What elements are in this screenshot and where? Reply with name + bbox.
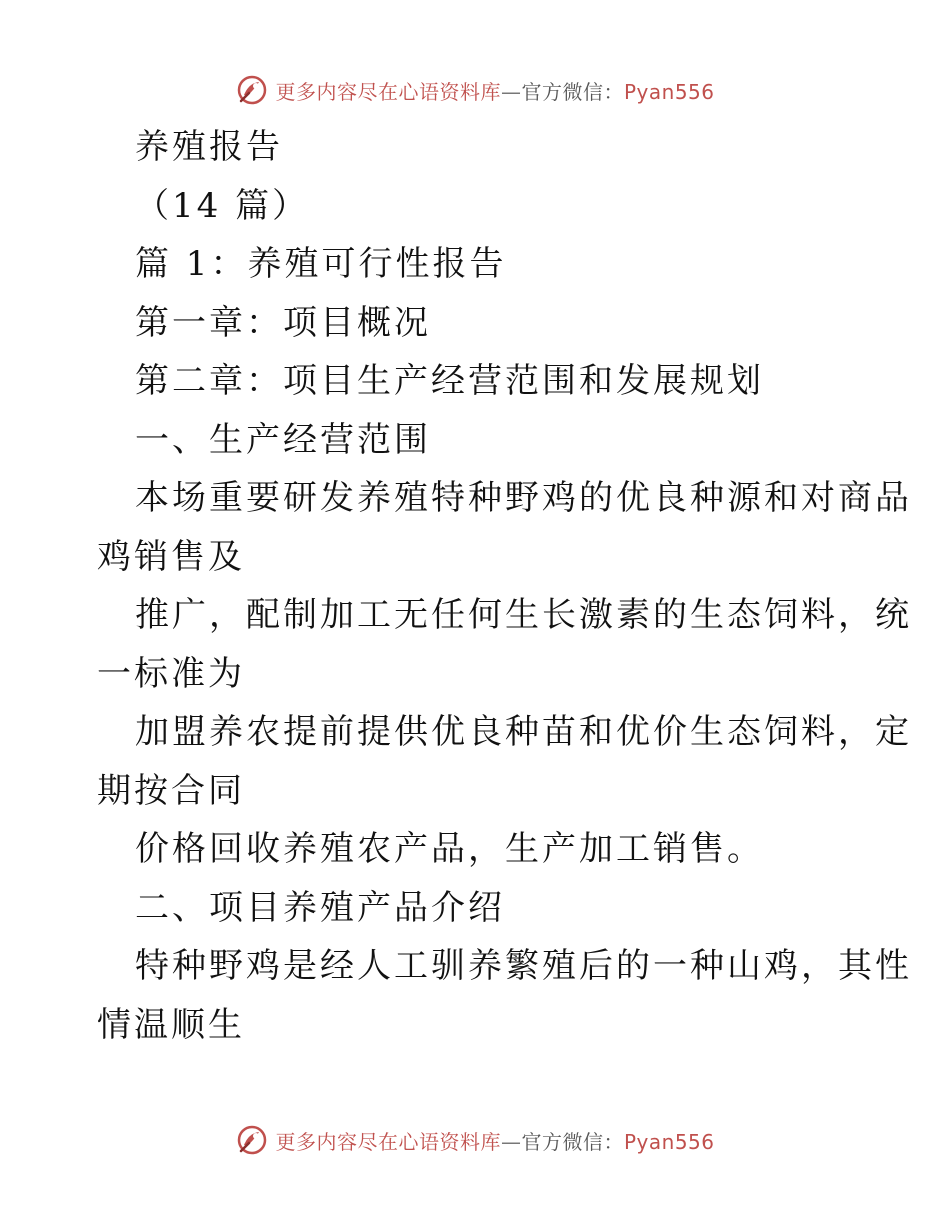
footer-watermark — [0, 1120, 950, 1160]
chapter-heading: 第二章：项目生产经营范围和发展规划 — [135, 361, 764, 401]
watermark-separator: — — [500, 1129, 522, 1154]
paragraph-line: 期按合同 — [97, 770, 245, 811]
paragraph-line: 情温顺生 — [97, 1004, 245, 1045]
rose-pen-logo-icon — [235, 73, 269, 107]
watermark-separator: — — [500, 79, 522, 104]
paragraph-line: 特种野鸡是经人工驯养繁殖后的一种山鸡，其性 — [135, 946, 912, 986]
paragraph-line: 鸡销售及 — [97, 536, 245, 577]
watermark-site-text: 更多内容尽在心语资料库 — [275, 1129, 501, 1154]
subsection-heading: 一、生产经营范围 — [135, 419, 431, 460]
watermark-site-text: 更多内容尽在心语资料库 — [275, 79, 501, 104]
header-watermark — [0, 70, 950, 110]
watermark-wechat-id: Pyan556 — [623, 79, 715, 104]
document-body — [0, 118, 950, 1054]
watermark-text — [275, 76, 714, 105]
paragraph-line: 价格回收养殖农产品，生产加工销售。 — [135, 829, 764, 869]
rose-pen-logo-icon — [235, 1123, 269, 1157]
document-title: 养殖报告 — [135, 127, 283, 167]
paragraph-line: 推广，配制加工无任何生长激素的生态饲料，统 — [135, 595, 912, 635]
paragraph-line: 加盟养农提前提供优良种苗和优价生态饲料，定 — [135, 712, 912, 752]
watermark-wechat-id: Pyan556 — [623, 1129, 715, 1154]
paragraph-line: 本场重要研发养殖特种野鸡的优良种源和对商品 — [135, 478, 912, 518]
document-subtitle: （14 篇） — [135, 185, 310, 226]
watermark-official-text: 官方微信： — [521, 79, 624, 104]
chapter-heading: 第一章：项目概况 — [135, 302, 431, 343]
section-heading: 篇 1：养殖可行性报告 — [135, 244, 507, 284]
subsection-heading: 二、项目养殖产品介绍 — [135, 887, 505, 928]
watermark-official-text: 官方微信： — [521, 1129, 624, 1154]
paragraph-line: 一标准为 — [97, 653, 245, 694]
watermark-text — [275, 1126, 714, 1155]
